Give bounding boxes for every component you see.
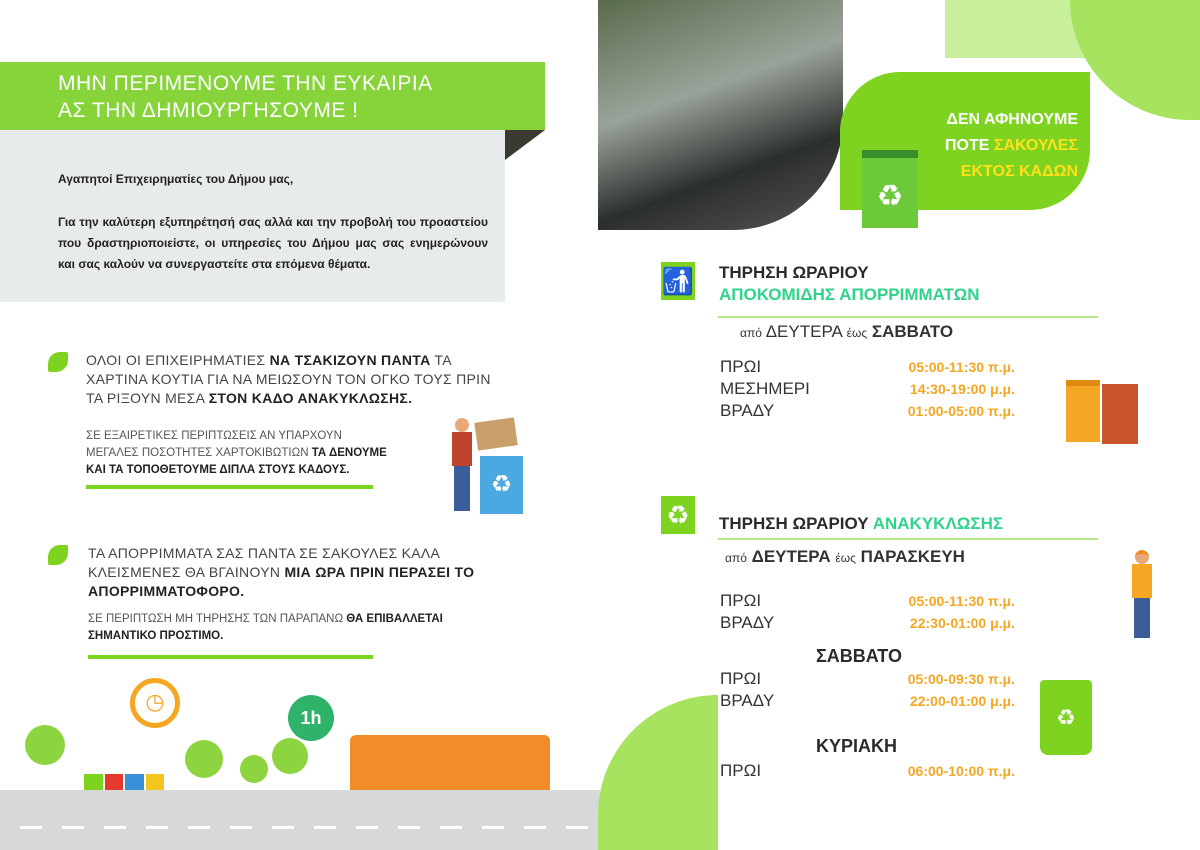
road-marking xyxy=(566,826,588,829)
time-range: 05:00-11:30 π.μ. xyxy=(908,593,1015,609)
schedule-row xyxy=(720,690,1015,712)
road-marking xyxy=(524,826,546,829)
road xyxy=(0,790,600,850)
green-recycling-bin-icon: ♻ xyxy=(1040,680,1092,755)
time-range: 22:30-01:00 μ.μ. xyxy=(909,615,1015,631)
divider xyxy=(88,655,373,659)
note-1: ΣΕ ΕΞΑΙΡΕΤΙΚΕΣ ΠΕΡΙΠΤΩΣΕΙΣ ΑΝ ΥΠΑΡΧΟΥΝ ΜΕΓΑΛΕΣ ΠΟΣΟΤΗΤΕΣ ΧΑΡΤΟΚΙΒΩΤΙΩΝ ΤΑ ΔΕΝΟΥΜΕ ΚΑΙ ΤΑ ΤΟΠΟΘΕΤΟΥΜΕ ΔΙΠΛΑ ΣΤΟΥΣ ΚΑΔΟΥΣ. xyxy=(86,430,387,476)
road-marking xyxy=(398,826,420,829)
street-sweeper-illustration xyxy=(1122,550,1162,645)
saturday-heading: ΣΑΒΒΑΤΟ xyxy=(816,646,902,666)
road-marking xyxy=(62,826,84,829)
time-range: 01:00-05:00 π.μ. xyxy=(907,403,1015,419)
man-illustration xyxy=(452,418,472,513)
divider xyxy=(718,316,1098,318)
tree-icon xyxy=(25,725,65,765)
tree-icon xyxy=(240,755,268,783)
road-marking xyxy=(356,826,378,829)
time-of-day: ΒΡΑΔΥ xyxy=(720,613,775,632)
headline-line: ΜΗΝ ΠΕΡΙΜΕΝΟΥΜΕ ΤΗΝ ΕΥΚΑΙΡΙΑ xyxy=(58,72,433,95)
saturday-schedule xyxy=(720,668,1015,712)
recycling-days: από ΔΕΥΤΕΡΑ έως ΠΑΡΑΣΚΕΥΗ xyxy=(725,547,965,566)
schedule-row xyxy=(720,400,1015,422)
schedule-row xyxy=(720,356,1015,378)
divider xyxy=(718,538,1098,540)
time-range: 14:30-19:00 μ.μ. xyxy=(909,381,1015,397)
collection-schedule xyxy=(720,356,1015,422)
road-marking xyxy=(146,826,168,829)
time-of-day: ΜΕΣΗΜΕΡΙ xyxy=(720,379,810,398)
schedule-row xyxy=(720,760,1015,782)
leaf-bullet-icon xyxy=(48,352,68,372)
intro-text: Για την καλύτερη εξυπηρέτησή σας αλλά και την προβολή του προαστείου που δραστηριοποιείστε, οι υπηρεσίες του Δήμου μας σας ενημερώνουν και σας καλούν να συνεργαστείτε στα επόμενα θέματα. xyxy=(58,215,488,271)
time-of-day: ΠΡΩΙ xyxy=(720,591,762,610)
road-marking xyxy=(104,826,126,829)
schedule-row xyxy=(720,590,1015,612)
cardboard-box-icon xyxy=(474,417,518,450)
time-range: 05:00-11:30 π.μ. xyxy=(908,359,1015,375)
headline-line: ΑΣ ΤΗΝ ΔΗΜΙΟΥΡΓΗΣΟΥΜΕ ! xyxy=(58,99,359,122)
collection-days: από ΔΕΥΤΕΡΑ έως ΣΑΒΒΑΤΟ xyxy=(740,322,954,341)
recycling-title: ΤΗΡΗΣΗ ΩΡΑΡΙΟΥ ΑΝΑΚΥΚΛΩΣΗΣ xyxy=(719,514,1004,533)
road-marking xyxy=(20,826,42,829)
garbage-bag-photo xyxy=(598,0,843,230)
road-marking xyxy=(230,826,252,829)
time-of-day: ΒΡΑΔΥ xyxy=(720,691,775,710)
time-of-day: ΒΡΑΔΥ xyxy=(720,401,775,420)
orange-bin-icon xyxy=(1066,380,1100,442)
decorative-green-shape xyxy=(598,695,718,850)
sunday-schedule xyxy=(720,760,1015,782)
greeting: Αγαπητοί Επιχειρηματίες του Δήμου μας, xyxy=(58,172,294,186)
tree-icon xyxy=(272,738,308,774)
divider xyxy=(86,485,373,489)
time-of-day: ΠΡΩΙ xyxy=(720,761,762,780)
leaf-bullet-icon xyxy=(48,545,68,565)
time-of-day: ΠΡΩΙ xyxy=(720,357,762,376)
brown-bin-icon xyxy=(1102,384,1138,444)
clock-icon: ◷ xyxy=(130,678,180,728)
road-marking xyxy=(314,826,336,829)
recycling-schedule xyxy=(720,590,1015,634)
note-2: ΣΕ ΠΕΡΙΠΤΩΣΗ ΜΗ ΤΗΡΗΣΗΣ ΤΩΝ ΠΑΡΑΠΑΝΩ ΘΑ ΕΠΙΒΑΛΛΕΤΑΙ ΣΗΜΑΝΤΙΚΟ ΠΡΟΣΤΙΜΟ. xyxy=(88,613,443,642)
point-2: ΤΑ ΑΠΟΡΡΙΜΜΑΤΑ ΣΑΣ ΠΑΝΤΑ ΣΕ ΣΑΚΟΥΛΕΣ ΚΑΛΑ ΚΛΕΙΣΜΕΝΕΣ ΘΑ ΒΓΑΙΝΟΥΝ ΜΙΑ ΩΡΑ ΠΡΙΝ ΠΕΡΑΣΕΙ ΤΟ ΑΠΟΡΡΙΜΜΑΤΟΦΟΡΟ. xyxy=(88,545,475,599)
time-range: 05:00-09:30 π.μ. xyxy=(907,671,1015,687)
time-range: 06:00-10:00 π.μ. xyxy=(907,763,1015,779)
point-1: ΟΛΟΙ ΟΙ ΕΠΙΧΕΙΡΗΜΑΤΙΕΣ ΝΑ ΤΣΑΚΙΖΟΥΝ ΠΑΝΤΑ ΤΑ ΧΑΡΤΙΝΑ ΚΟΥΤΙΑ ΓΙΑ ΝΑ ΜΕΙΩΣΟΥΝ ΤΟΝ ΟΓΚΟ ΤΟΥΣ ΠΡΙΝ ΤΑ ΡΙΞΟΥΝ ΜΕΣΑ ΣΤΟΝ ΚΑΔΟ ΑΝΑΚΥΚΛΩΣΗΣ. xyxy=(86,352,491,406)
road-marking xyxy=(482,826,504,829)
tree-icon xyxy=(185,740,223,778)
road-marking xyxy=(188,826,210,829)
one-hour-badge: 1h xyxy=(288,695,334,741)
no-bags-outside-bins-banner: ΔΕΝ ΑΦΗΝΟΥΜΕ ΠΟΤΕ ΣΑΚΟΥΛΕΣ ΕΚΤΟΣ ΚΑΔΩΝ xyxy=(840,72,1090,210)
road-marking xyxy=(272,826,294,829)
time-of-day: ΠΡΩΙ xyxy=(720,669,762,688)
collection-title: ΤΗΡΗΣΗ ΩΡΑΡΙΟΥ ΑΠΟΚΟΜΙΔΗΣ ΑΠΟΡΡΙΜΜΑΤΩΝ xyxy=(719,263,980,304)
blue-recycling-bin-icon: ♻ xyxy=(480,456,523,514)
recycle-icon: ♻ xyxy=(661,496,695,534)
schedule-row xyxy=(720,612,1015,634)
person-trash-icon: 🚮 xyxy=(661,262,695,300)
green-bin-icon: ♻ xyxy=(862,150,918,228)
time-range: 22:00-01:00 μ.μ. xyxy=(909,693,1015,709)
sunday-heading: ΚΥΡΙΑΚΗ xyxy=(816,736,898,756)
schedule-row xyxy=(720,668,1015,690)
schedule-row xyxy=(720,378,1015,400)
road-marking xyxy=(440,826,462,829)
ribbon-fold xyxy=(505,130,545,160)
headline-banner xyxy=(0,62,545,130)
